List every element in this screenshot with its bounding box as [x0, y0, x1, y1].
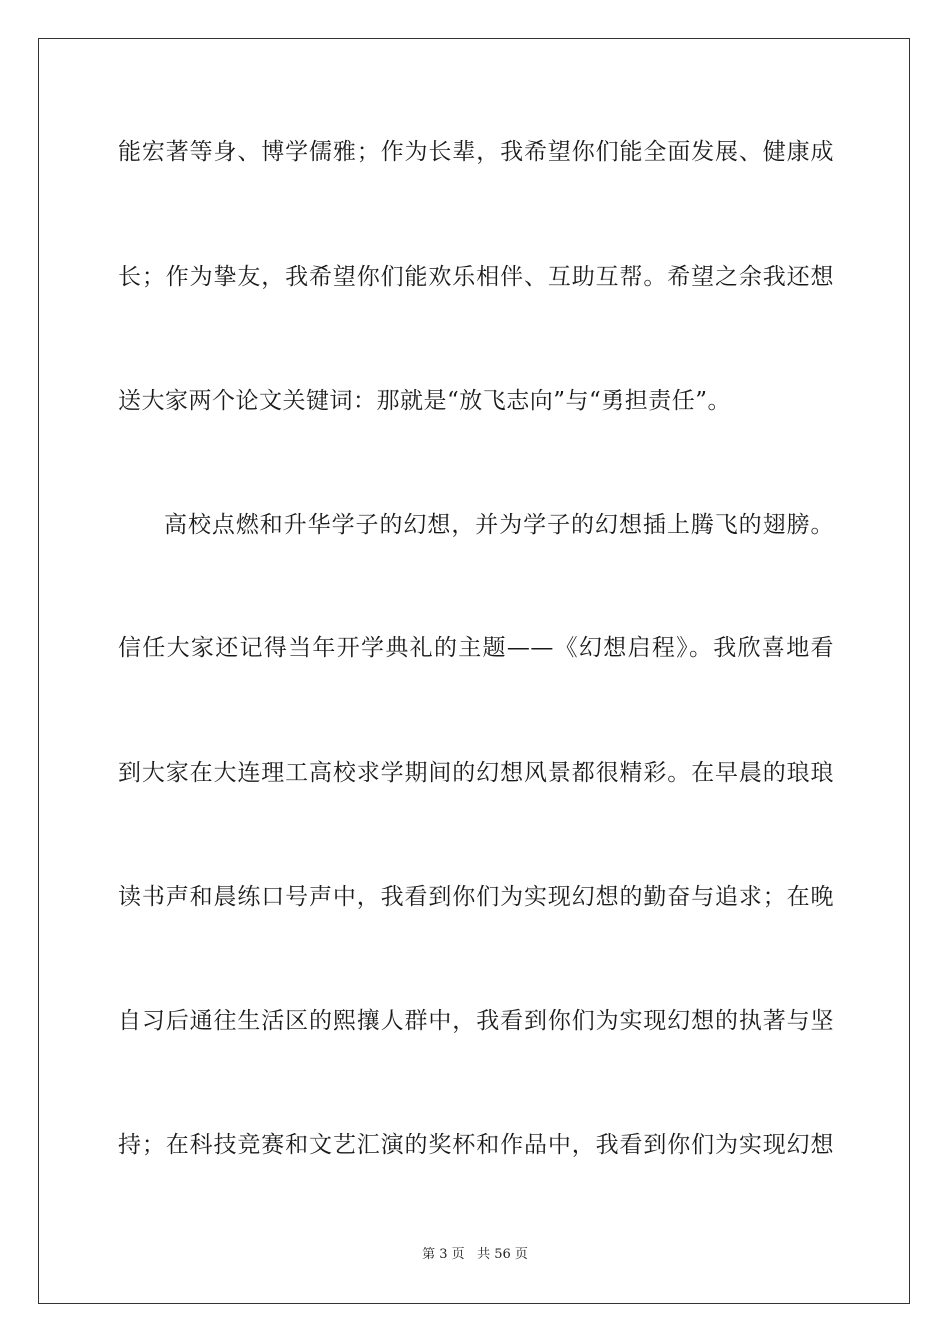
- page-footer: [0, 1247, 950, 1263]
- page-number: 第 3 页: [422, 1247, 465, 1262]
- page-border: [38, 38, 910, 1304]
- text-line-3: 送大家两个论文关键词：那就是“放飞志向”与“勇担责任”。: [118, 388, 732, 414]
- text-line-1: 能宏著等身、博学儒雅；作为长辈，我希望你们能全面发展、健康成: [118, 139, 834, 165]
- text-line-4: 高校点燃和升华学子的幻想，并为学子的幻想插上腾飞的翅膀。: [164, 512, 834, 538]
- text-line-9: 持；在科技竞赛和文艺汇演的奖杯和作品中，我看到你们为实现幻想: [118, 1132, 834, 1158]
- text-line-6: 到大家在大连理工高校求学期间的幻想风景都很精彩。在早晨的琅琅: [118, 760, 834, 786]
- text-line-7: 读书声和晨练口号声中，我看到你们为实现幻想的勤奋与追求；在晚: [118, 884, 834, 910]
- text-line-2: 长；作为挚友，我希望你们能欢乐相伴、互助互帮。希望之余我还想: [118, 264, 834, 290]
- text-line-5: 信任大家还记得当年开学典礼的主题——《幻想启程》。我欣喜地看: [118, 635, 834, 661]
- text-line-8: 自习后通往生活区的熙攘人群中，我看到你们为实现幻想的执著与坚: [118, 1008, 834, 1034]
- total-pages: 共 56 页: [477, 1247, 528, 1262]
